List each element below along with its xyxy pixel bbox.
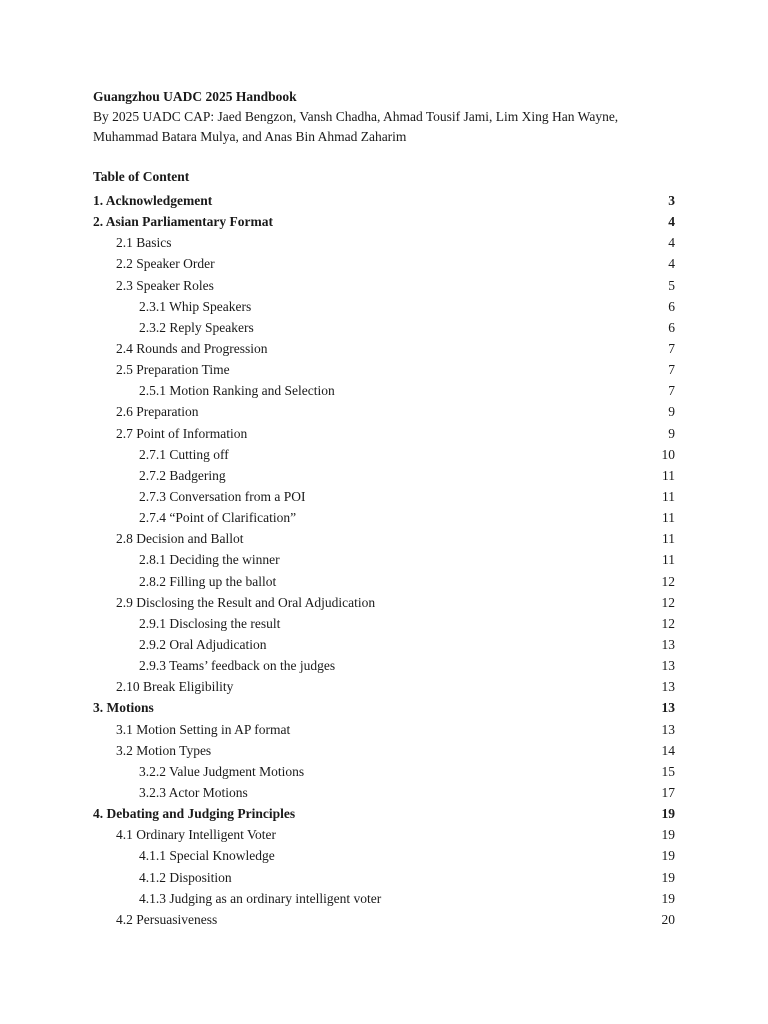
toc-entry-title: 4.1.2 Disposition: [139, 869, 232, 885]
toc-entry-page: 15: [661, 763, 675, 779]
toc-entry-page: 13: [661, 658, 675, 674]
toc-entry-page: 3: [668, 193, 675, 208]
document-title: Guangzhou UADC 2025 Handbook: [93, 89, 297, 104]
toc-entry[interactable]: [93, 634, 675, 655]
toc-entry-title: 2.3 Speaker Roles: [116, 277, 214, 293]
toc-entry-title: 2.9.2 Oral Adjudication: [139, 636, 267, 652]
toc-entry-title: 2.5 Preparation Time: [116, 362, 230, 378]
toc-entry-title: 2. Asian Parliamentary Format: [93, 214, 273, 230]
toc-entry-title: 2.7.2 Badgering: [139, 467, 226, 483]
toc-entry-page: 7: [668, 362, 675, 378]
toc-entry-title: 2.7.4 “Point of Clarification”: [139, 510, 297, 526]
toc-entry[interactable]: [93, 296, 675, 317]
toc-entry-title: 2.9 Disclosing the Result and Oral Adjudication: [116, 594, 376, 610]
toc-entry-page: 7: [668, 383, 675, 399]
toc-entry-title: 4. Debating and Judging Principles: [93, 806, 296, 822]
document-byline-line1: By 2025 UADC CAP: Jaed Bengzon, Vansh Chadha, Ahmad Tousif Jami, Lim Xing Han Wayne,: [93, 109, 619, 124]
toc-entry[interactable]: [93, 401, 675, 422]
toc-entry[interactable]: [93, 338, 675, 359]
toc-entry-page: 14: [661, 742, 675, 758]
toc-entry[interactable]: [93, 317, 675, 338]
toc-entry-title: 2.7 Point of Information: [116, 425, 248, 441]
toc-entry[interactable]: [93, 190, 675, 211]
toc-entry-page: 9: [668, 404, 675, 420]
toc-entry-page: 7: [668, 340, 675, 356]
toc-entry[interactable]: [93, 719, 675, 740]
toc-entry-title: 2.3.1 Whip Speakers: [139, 298, 252, 314]
toc-entry-title: 2.10 Break Eligibility: [116, 679, 234, 695]
toc-entry[interactable]: [93, 571, 675, 592]
toc-entry-title: 2.5.1 Motion Ranking and Selection: [139, 383, 335, 399]
toc-entry-page: 13: [661, 679, 675, 695]
toc-entry[interactable]: [93, 380, 675, 401]
toc-entry[interactable]: [93, 507, 675, 528]
toc-entry-title: 2.2 Speaker Order: [116, 256, 215, 272]
document-byline-line2: Muhammad Batara Mulya, and Anas Bin Ahmad Zaharim: [93, 129, 407, 144]
toc-entry-page: 4: [668, 256, 675, 272]
toc-entry-title: 1. Acknowledgement: [93, 193, 213, 208]
toc-entry-page: 13: [661, 700, 675, 716]
toc-entry-title: 4.1 Ordinary Intelligent Voter: [116, 827, 276, 843]
toc-entry-page: 19: [661, 827, 675, 843]
toc-entry[interactable]: [93, 697, 675, 718]
toc-entry-title: 2.8 Decision and Ballot: [116, 531, 244, 547]
toc-entry-page: 9: [668, 425, 675, 441]
toc-entry-page: 19: [661, 890, 675, 906]
toc-entry-page: 4: [668, 214, 675, 230]
toc-entry-page: 11: [662, 510, 675, 526]
toc-entry[interactable]: [93, 444, 675, 465]
toc-entry-page: 12: [661, 615, 675, 631]
toc-entry[interactable]: [93, 676, 675, 697]
toc-entry[interactable]: [93, 782, 675, 803]
toc-entry-page: 6: [668, 298, 675, 314]
toc-entry[interactable]: [93, 465, 675, 486]
toc-entry[interactable]: [93, 528, 675, 549]
toc-entry-page: 5: [668, 277, 675, 293]
toc-entry-page: 11: [662, 488, 675, 504]
toc-entry-title: 4.2 Persuasiveness: [116, 911, 218, 927]
toc-entry[interactable]: [93, 275, 675, 296]
toc-entry-page: 11: [662, 467, 675, 483]
toc-entry-title: 3. Motions: [93, 700, 154, 716]
toc-entry-title: 2.9.1 Disclosing the result: [139, 615, 281, 631]
toc-entry-title: 2.3.2 Reply Speakers: [139, 319, 254, 335]
toc-entry[interactable]: [93, 761, 675, 782]
toc-entry-title: 2.7.3 Conversation from a POI: [139, 488, 306, 504]
toc-entry-title: 2.1 Basics: [116, 235, 172, 251]
toc-heading: Table of Content: [93, 169, 190, 184]
toc-entry[interactable]: [93, 867, 675, 888]
toc-entry-title: 3.1 Motion Setting in AP format: [116, 721, 291, 737]
toc-entry-page: 11: [662, 531, 675, 547]
toc-entry-title: 3.2.2 Value Judgment Motions: [139, 763, 305, 779]
toc-entry-title: 2.7.1 Cutting off: [139, 446, 229, 462]
toc-entry-title: 2.4 Rounds and Progression: [116, 340, 268, 356]
toc-entry-title: 4.1.1 Special Knowledge: [139, 848, 275, 864]
toc-entry[interactable]: [93, 423, 675, 444]
toc-entry[interactable]: [93, 613, 675, 634]
toc-entry[interactable]: [93, 845, 675, 866]
toc-entry[interactable]: [93, 655, 675, 676]
toc-entry[interactable]: [93, 888, 675, 909]
toc-entry[interactable]: [93, 740, 675, 761]
toc-entry-page: 12: [661, 594, 675, 610]
toc-entry-page: 13: [661, 636, 675, 652]
toc-entry-title: 2.6 Preparation: [116, 404, 199, 420]
toc-entry-page: 10: [661, 446, 675, 462]
toc-entry[interactable]: [93, 824, 675, 845]
toc-entry-page: 11: [662, 552, 675, 568]
toc-entry[interactable]: [93, 359, 675, 380]
toc-entry[interactable]: [93, 909, 675, 930]
toc-entry-page: 19: [661, 869, 675, 885]
document-page: [93, 86, 675, 930]
toc-entry-title: 4.1.3 Judging as an ordinary intelligent voter: [139, 890, 382, 906]
toc-entry-page: 6: [668, 319, 675, 335]
toc-entry-title: 2.8.1 Deciding the winner: [139, 552, 280, 568]
toc-entry-page: 20: [661, 911, 675, 927]
toc-entry-title: 2.9.3 Teams’ feedback on the judges: [139, 658, 336, 674]
toc-entry-title: 3.2 Motion Types: [116, 742, 212, 758]
table-of-contents: [93, 190, 675, 930]
toc-entry[interactable]: [93, 549, 675, 570]
toc-entry-page: 12: [661, 573, 675, 589]
toc-entry-page: 19: [661, 848, 675, 864]
toc-entry-title: 2.8.2 Filling up the ballot: [139, 573, 277, 589]
toc-entry[interactable]: [93, 211, 675, 232]
toc-entry-title: 3.2.3 Actor Motions: [139, 784, 248, 800]
toc-entry[interactable]: [93, 232, 675, 253]
toc-entry[interactable]: [93, 592, 675, 613]
toc-entry-page: 13: [661, 721, 675, 737]
toc-entry-page: 17: [661, 784, 675, 800]
toc-entry-page: 19: [661, 806, 675, 822]
toc-entry[interactable]: [93, 253, 675, 274]
toc-entry-page: 4: [668, 235, 675, 251]
toc-entry[interactable]: [93, 486, 675, 507]
toc-entry[interactable]: [93, 803, 675, 824]
